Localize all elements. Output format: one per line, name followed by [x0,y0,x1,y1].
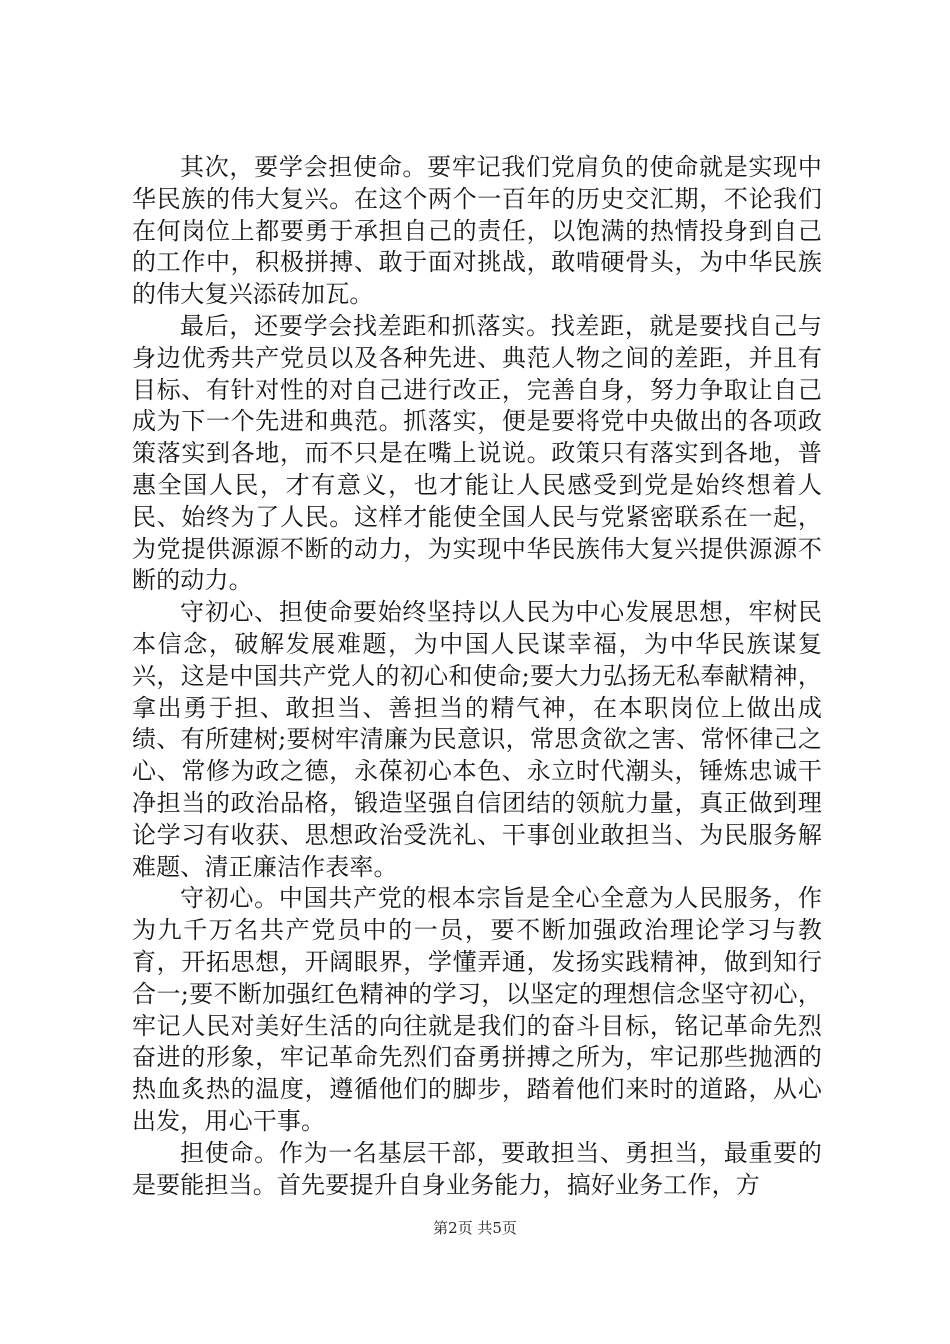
paragraph-keep-aspiration: 守初心。中国共产党的根本宗旨是全心全意为人民服务，作为九千万名共产党员中的一员，要不断加强政治理论学习与教育，开拓思想，开阔眼界，学懂弄通，发扬实践精神，做到知行合一;要不断加强红色精神的学习，以坚定的理想信念坚守初心，牢记人民对美好生活的向往就是我们的奋斗目标，铭记革命先烈奋进的形象，牢记革命先烈们奋勇拼搏之所为，牢记那些抛洒的热血炙热的温度，遵循他们的脚步，踏着他们来时的道路，从心出发，用心干事。 [132,884,822,1135]
paragraph-find-gaps: 最后，还要学会找差距和抓落实。找差距，就是要找自己与身边优秀共产党员以及各种先进、典范人物之间的差距，并且有目标、有针对性的对自己进行改正，完善自身，努力争取让自己成为下一个先进和典范。抓落实，便是要将党中央做出的各项政策落实到各地，而不只是在嘴上说说。政策只有落实到各地，普惠全国人民，才有意义，也才能让人民感受到党是始终想着人民、始终为了人民。这样才能使全国人民与党紧密联系在一起，为党提供源源不断的动力，为实现中华民族伟大复兴提供源源不断的动力。 [132,311,822,595]
paragraph-take-mission: 担使命。作为一名基层干部，要敢担当、勇担当，最重要的是要能担当。首先要提升自身业务能力，搞好业务工作，方 [132,1138,822,1199]
paragraph-mission: 其次，要学会担使命。要牢记我们党肩负的使命就是实现中华民族的伟大复兴。在这个两个一百年的历史交汇期，不论我们在何岗位上都要勇于承担自己的责任，以饱满的热情投身到自己的工作中，积极拼搏、敢于面对挑战，敢啃硬骨头，为中华民族的伟大复兴添砖加瓦。 [132,153,822,309]
document-body [132,152,822,1201]
paragraph-original-aspiration-mission: 守初心、担使命要始终坚持以人民为中心发展思想，牢树民本信念，破解发展难题，为中国人民谋幸福，为中华民族谋复兴，这是中国共产党人的初心和使命;要大力弘扬无私奉献精神，拿出勇于担、敢担当、善担当的精气神，在本职岗位上做出成绩、有所建树;要树牢清廉为民意识，常思贪欲之害、常怀律己之心、常修为政之德，永葆初心本色、永立时代潮头，锤炼忠诚干净担当的政治品格，锻造坚强自信团结的领航力量，真正做到理论学习有收获、思想政治受洗礼、干事创业敢担当、为民服务解难题、清正廉洁作表率。 [132,598,822,881]
page-footer: 第2页 共5页 [433,1219,517,1237]
